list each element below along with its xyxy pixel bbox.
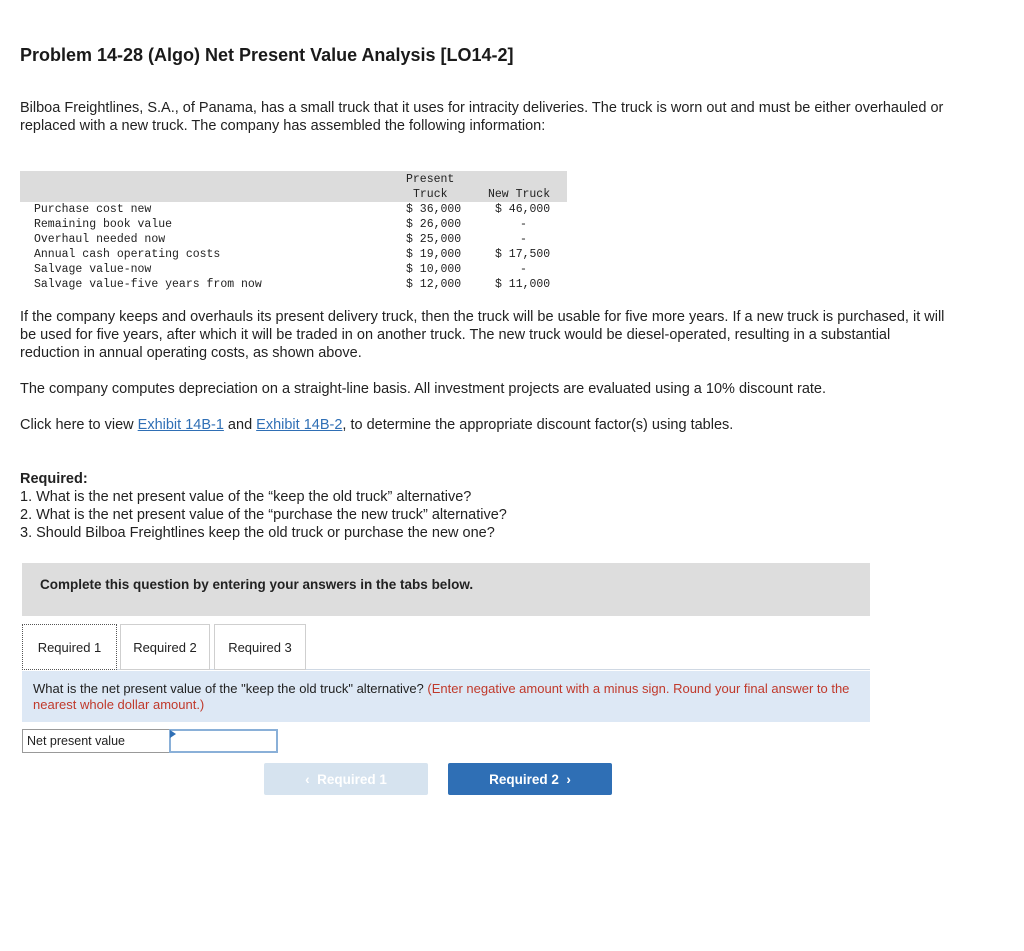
exhibit-14b-2-link[interactable]: Exhibit 14B-2 [256, 417, 343, 433]
exhibits-prefix: Click here to view [20, 417, 138, 433]
table-row-present: $ 12,000 [406, 278, 462, 291]
question-prompt: What is the net present value of the "keep the old truck" alternative? [33, 681, 428, 696]
table-row-present: $ 10,000 [406, 263, 462, 276]
paragraph-usage: If the company keeps and overhauls its present delivery truck, then the truck will be usable for five more years. If a new truck is purchased, it will be used for five years, after which it will be traded in on another truck. The new truck would be diesel-operated, resulting in a substantial reduction in annual operating costs, as shown above. [20, 309, 945, 361]
paragraph-exhibits [20, 416, 950, 434]
table-row-label: Overhaul needed now [34, 233, 166, 246]
chevron-left-icon: ‹ [305, 772, 310, 787]
next-required-button[interactable] [448, 763, 612, 795]
instructions-banner [22, 563, 870, 616]
table-row-present: $ 36,000 [406, 203, 462, 216]
required-section [20, 470, 507, 542]
question-panel [22, 671, 870, 722]
table-row-present: $ 26,000 [406, 218, 462, 231]
table-row-label: Salvage value-five years from now [34, 278, 262, 291]
required-question-2: 2. What is the net present value of the “purchase the new truck” alternative? [20, 507, 507, 523]
exhibits-middle: and [223, 417, 257, 433]
tab-required-1[interactable]: Required 1 [22, 624, 117, 670]
table-header-background [20, 171, 567, 202]
chevron-right-icon: › [566, 772, 571, 787]
header-new-truck: New Truck [488, 188, 551, 201]
header-present-line2: Truck [413, 188, 448, 201]
previous-button-label: Required 1 [317, 772, 387, 787]
net-present-value-label: Net present value [22, 729, 174, 753]
previous-required-button[interactable] [264, 763, 428, 795]
table-row-new: $ 46,000 [495, 203, 551, 216]
table-row-new: - [520, 263, 527, 276]
exhibits-suffix: , to determine the appropriate discount factor(s) using tables. [342, 417, 734, 433]
table-row-new: $ 11,000 [495, 278, 551, 291]
table-row-new: - [520, 218, 527, 231]
table-row-new: $ 17,500 [495, 248, 551, 261]
required-question-3: 3. Should Bilboa Freightlines keep the old truck or purchase the new one? [20, 525, 495, 541]
question-hint: (Enter negative amount with a minus sign. Round your final answer to the nearest whole dollar amount.) [33, 681, 850, 712]
required-question-1: 1. What is the net present value of the “keep the old truck” alternative? [20, 489, 472, 505]
table-row-label: Purchase cost new [34, 203, 152, 216]
table-row-new: - [520, 233, 527, 246]
table-row-present: $ 25,000 [406, 233, 462, 246]
net-present-value-input[interactable] [169, 729, 278, 753]
exhibit-14b-1-link[interactable]: Exhibit 14B-1 [137, 417, 224, 433]
input-flag-icon [170, 730, 176, 738]
paragraph-depreciation: The company computes depreciation on a straight-line basis. All investment projects are evaluated using a 10% discount rate. [20, 381, 827, 397]
header-present-line1: Present [406, 173, 455, 186]
tab-required-3[interactable]: Required 3 [214, 624, 306, 670]
tab-required-2[interactable]: Required 2 [120, 624, 210, 670]
next-button-label: Required 2 [489, 772, 559, 787]
required-heading: Required: [20, 471, 88, 487]
table-row-present: $ 19,000 [406, 248, 462, 261]
table-row-label: Remaining book value [34, 218, 173, 231]
question-text [33, 681, 859, 713]
answer-row [22, 729, 268, 753]
data-table [20, 171, 567, 292]
page-title: Problem 14-28 (Algo) Net Present Value Analysis [LO14-2] [20, 45, 514, 65]
intro-text: Bilboa Freightlines, S.A., of Panama, has a small truck that it uses for intracity deliveries. The truck is worn out and must be either overhauled or replaced with a new truck. The company has assembled the following information: [20, 100, 944, 134]
instructions-text: Complete this question by entering your answers in the tabs below. [40, 577, 474, 592]
table-row-label: Annual cash operating costs [34, 248, 221, 261]
table-row-label: Salvage value-now [34, 263, 152, 276]
